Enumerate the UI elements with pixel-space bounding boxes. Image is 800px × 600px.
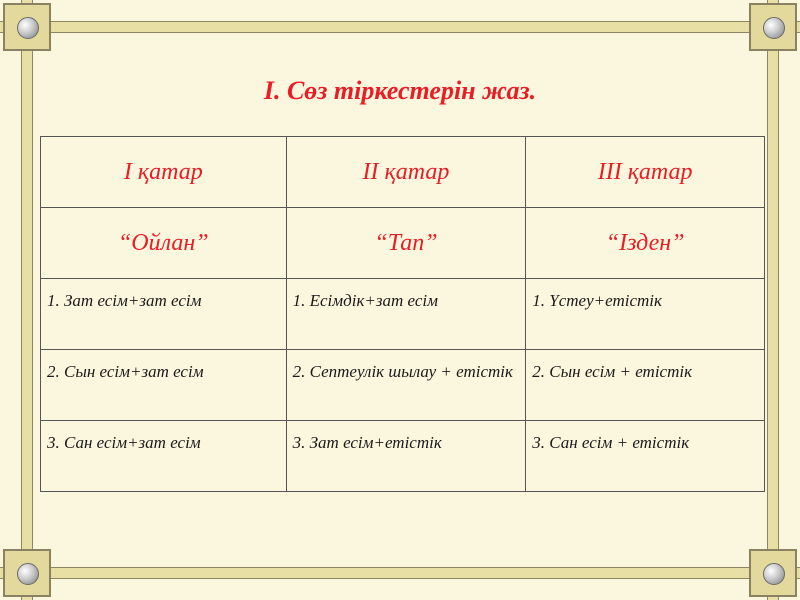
keyword-cell: “Тап” [286,208,526,279]
table-cell: 3. Сан есім+зат есім [41,421,287,492]
column-header: ІІІ қатар [526,137,765,208]
table-cell: 3. Зат есім+етістік [286,421,526,492]
corner-top-left [3,3,51,51]
round-bolt-icon [17,563,39,585]
corner-bottom-left [3,549,51,597]
table-words-row [41,208,765,279]
table-cell: 2. Септеулік шылау + етістік [286,350,526,421]
keyword-cell: “Ізден” [526,208,765,279]
slide-title: I. Сөз тіркестерін жаз. [263,76,537,105]
round-bolt-icon [763,563,785,585]
frame-bottom-bar [0,567,800,579]
table-row [41,350,765,421]
corner-bottom-right [749,549,797,597]
corner-top-right [749,3,797,51]
table-cell: 1. Зат есім+зат есім [41,279,287,350]
table-cell: 1. Үстеу+етістік [526,279,765,350]
table-row [41,279,765,350]
keyword-cell: “Ойлан” [41,208,287,279]
table-header-row [41,137,765,208]
round-bolt-icon [17,17,39,39]
table-cell: 3. Сан есім + етістік [526,421,765,492]
phrases-table [40,136,765,492]
frame-top-bar [0,21,800,33]
table-cell: 2. Сын есім+зат есім [41,350,287,421]
round-bolt-icon [763,17,785,39]
column-header: І қатар [41,137,287,208]
column-header: ІІ қатар [286,137,526,208]
table-cell: 2. Сын есім + етістік [526,350,765,421]
table-row [41,421,765,492]
table-cell: 1. Есімдік+зат есім [286,279,526,350]
